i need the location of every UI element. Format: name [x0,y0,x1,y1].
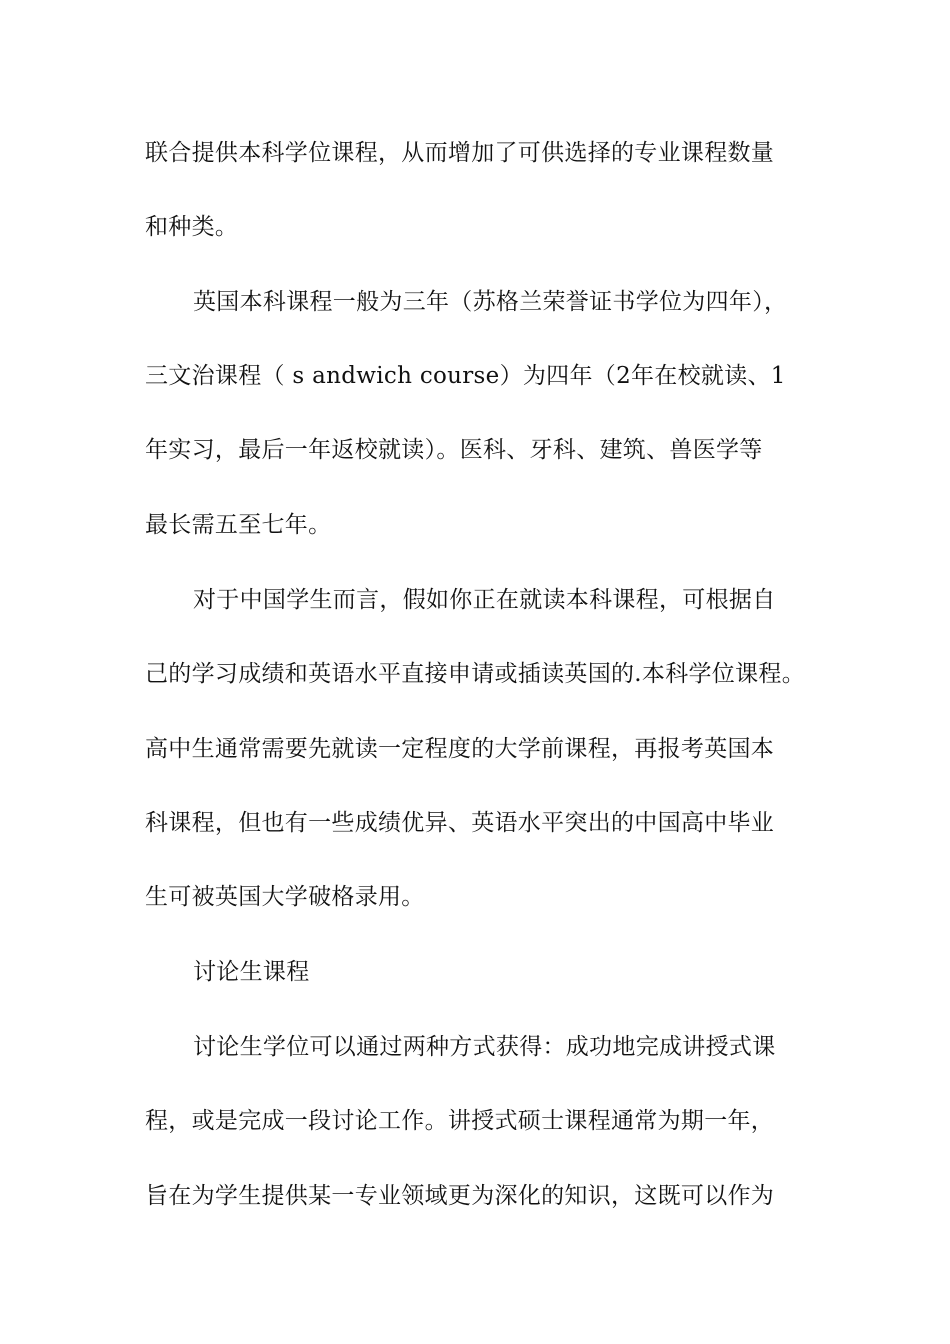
paragraph-start-line: 讨论生学位可以通过两种方式获得：成功地完成讲授式课 [193,1034,776,1060]
text-line: 己的学习成绩和英语水平直接申请或插读英国的.本科学位课程。 [145,661,806,687]
text-line: 旨在为学生提供某一专业领域更为深化的知识，这既可以作为 [145,1183,775,1209]
text-line: 联合提供本科学位课程，从而增加了可供选择的专业课程数量 [145,140,775,166]
text-line: 最长需五至七年。 [145,512,332,538]
text-line: 程，或是完成一段讨论工作。讲授式硕士课程通常为期一年， [145,1108,775,1134]
paragraph-start-line: 对于中国学生而言，假如你正在就读本科课程，可根据自 [193,587,776,613]
section-heading: 讨论生课程 [193,959,310,985]
text-line: 三文治课程（ s andwich course）为四年（2年在校就读、1 [145,363,786,389]
paragraph-start-line: 英国本科课程一般为三年（苏格兰荣誉证书学位为四年）， [193,289,788,315]
text-line: 高中生通常需要先就读一定程度的大学前课程，再报考英国本 [145,736,775,762]
text-line: 生可被英国大学破格录用。 [145,884,425,910]
text-line: 科课程，但也有一些成绩优异、英语水平突出的中国高中毕业 [145,810,775,836]
text-line: 和种类。 [145,214,239,240]
text-line: 年实习，最后一年返校就读）。医科、牙科、建筑、兽医学等 [145,437,763,463]
